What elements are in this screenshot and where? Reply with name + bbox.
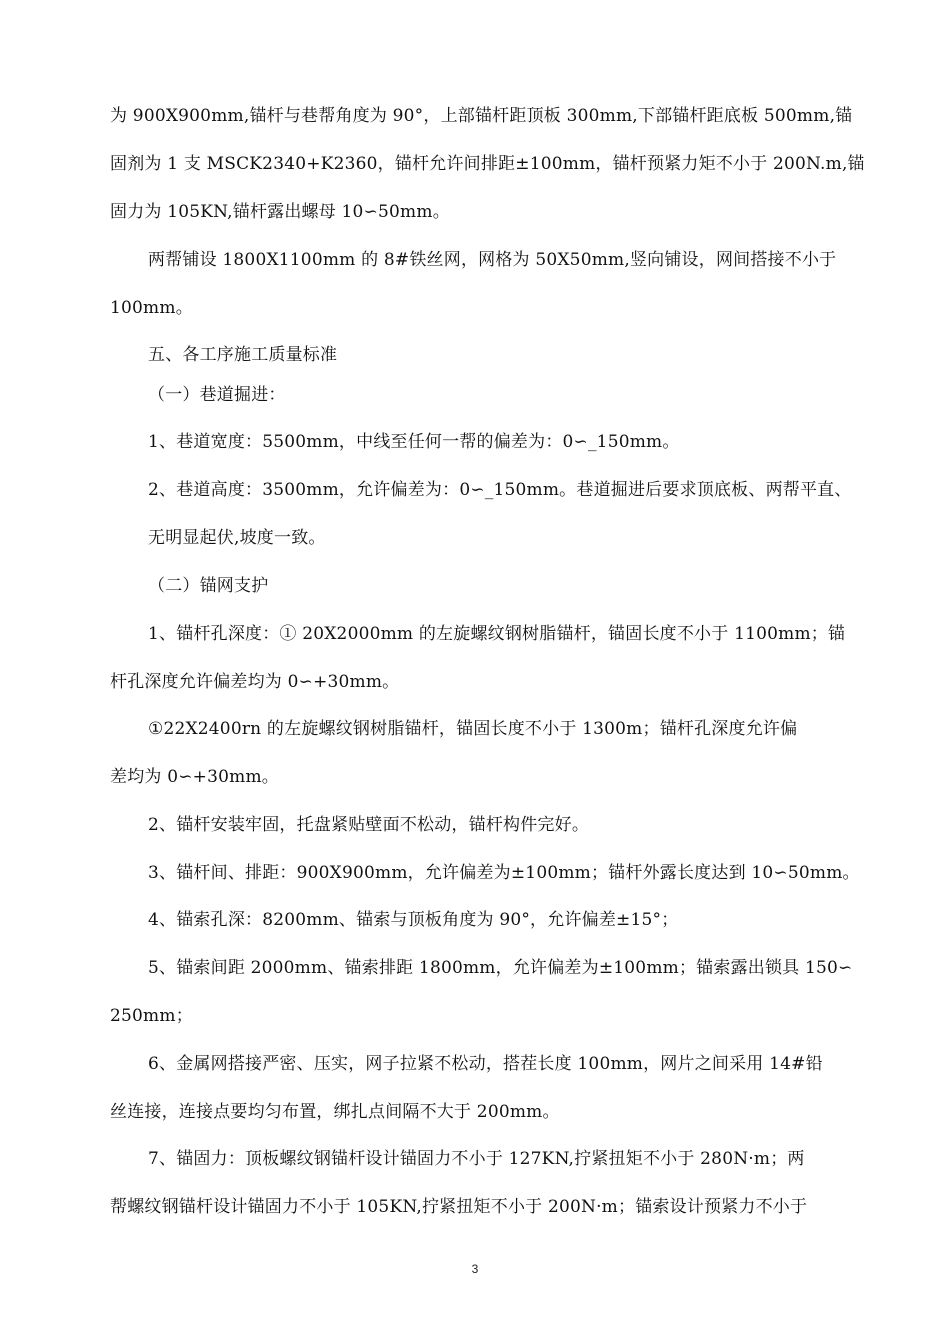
text-line: 1、锚杆孔深度：① 20X2000mm 的左旋螺纹钢树脂锚杆，锚固长度不小于 1100mm；锚 xyxy=(148,624,846,644)
text-line: 杆孔深度允许偏差均为 0∽+30mm。 xyxy=(110,672,400,692)
text-line: 3、锚杆间、排距：900X900mm，允许偏差为±100mm；锚杆外露长度达到 10∽50mm。 xyxy=(148,863,860,883)
text-line: 250mm； xyxy=(110,1006,193,1026)
text-line: 无明显起伏,坡度一致。 xyxy=(148,528,326,548)
text-line: 100mm。 xyxy=(110,298,193,318)
text-line: 5、锚索间距 2000mm、锚索排距 1800mm，允许偏差为±100mm；锚索露出锁具 150∽ xyxy=(148,958,853,978)
text-line: 7、锚固力：顶板螺纹钢锚杆设计锚固力不小于 127KN,拧紧扭矩不小于 280N·m；两 xyxy=(148,1149,805,1169)
section-heading: 五、各工序施工质量标准 xyxy=(148,345,338,365)
text-line: 2、巷道高度：3500mm，允许偏差为：0∽_150mm。巷道掘进后要求顶底板、两帮平直、 xyxy=(148,480,852,500)
text-line: 4、锚索孔深：8200mm、锚索与顶板角度为 90°，允许偏差±15°； xyxy=(148,910,679,930)
page-number: 3 xyxy=(471,1262,479,1276)
subsection-heading: （一）巷道掘进： xyxy=(148,385,286,405)
text-line: 帮螺纹钢锚杆设计锚固力不小于 105KN,拧紧扭矩不小于 200N·m；锚索设计预紧力不小于 xyxy=(110,1197,808,1217)
text-line: 为 900X900mm,锚杆与巷帮角度为 90°，上部锚杆距顶板 300mm,下部锚杆距底板 500mm,锚 xyxy=(110,106,853,126)
text-line: ①22X2400rn 的左旋螺纹钢树脂锚杆，锚固长度不小于 1300m；锚杆孔深度允许偏 xyxy=(148,719,798,739)
text-line: 差均为 0∽+30mm。 xyxy=(110,767,279,787)
text-line: 两帮铺设 1800X1100mm 的 8#铁丝网，网格为 50X50mm,竖向铺设，网间搭接不小于 xyxy=(148,250,837,270)
text-line: 固剂为 1 支 MSCK2340+K2360，锚杆允许间排距±100mm，锚杆预紧力矩不小于 200N.m,锚 xyxy=(110,154,865,174)
text-line: 2、锚杆安装牢固，托盘紧贴壁面不松动，锚杆构件完好。 xyxy=(148,815,590,835)
text-line: 1、巷道宽度：5500mm，中线至任何一帮的偏差为：0∽_150mm。 xyxy=(148,432,680,452)
subsection-heading: （二）锚网支护 xyxy=(148,576,269,596)
text-line: 6、金属网搭接严密、压实，网子拉紧不松动，搭茬长度 100mm，网片之间采用 14#铅 xyxy=(148,1054,823,1074)
text-line: 固力为 105KN,锚杆露出螺母 10∽50mm。 xyxy=(110,202,450,222)
text-line: 丝连接，连接点要均匀布置，绑扎点间隔不大于 200mm。 xyxy=(110,1102,560,1122)
